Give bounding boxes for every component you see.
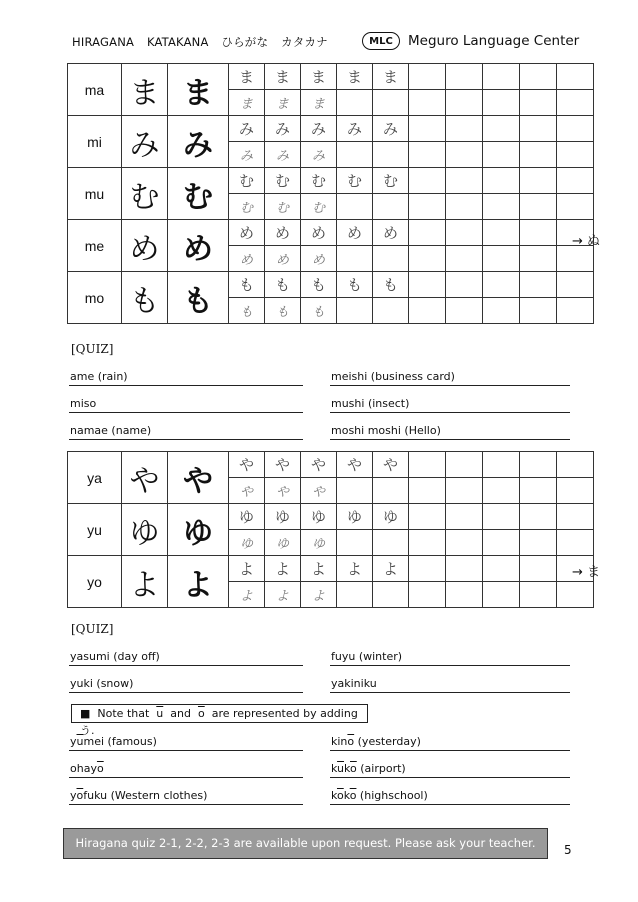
romaji-label: mi — [68, 116, 122, 168]
blank-practice-cell[interactable] — [337, 90, 373, 116]
kana-traced-cell[interactable]: ま — [265, 90, 301, 116]
blank-practice-cell[interactable] — [409, 582, 446, 608]
blank-practice-cell[interactable] — [409, 142, 446, 168]
kana-model: よ — [122, 556, 168, 608]
kana-practice-cell[interactable]: む — [337, 168, 373, 194]
quiz-answer-line[interactable]: moshi moshi (Hello) — [330, 421, 570, 440]
quiz-answer-line[interactable]: mushi (insect) — [330, 394, 570, 413]
kana-traced-cell[interactable]: よ — [229, 582, 265, 608]
note-o: $\overline{o}$ — [197, 707, 205, 720]
blank-practice-cell[interactable] — [483, 90, 520, 116]
blank-practice-cell[interactable] — [520, 582, 557, 608]
blank-practice-cell[interactable] — [337, 246, 373, 272]
blank-practice-cell[interactable] — [337, 194, 373, 220]
blank-practice-cell[interactable] — [557, 246, 594, 272]
kana-practice-cell[interactable]: や — [373, 452, 409, 478]
kana-practice-cell[interactable]: み — [373, 116, 409, 142]
romaji-label: mu — [68, 168, 122, 220]
blank-practice-cell[interactable] — [520, 220, 557, 246]
kana-model-bold: よ — [168, 556, 229, 608]
kana-practice-cell[interactable]: よ — [229, 556, 265, 582]
blank-practice-cell[interactable] — [446, 246, 483, 272]
blank-practice-cell[interactable] — [337, 478, 373, 504]
blank-practice-cell[interactable] — [373, 90, 409, 116]
blank-practice-cell[interactable] — [483, 452, 520, 478]
kana-practice-cell[interactable]: ま — [337, 64, 373, 90]
kana-practice-cell[interactable]: や — [229, 452, 265, 478]
note-and: and — [170, 707, 191, 720]
blank-practice-cell[interactable] — [409, 220, 446, 246]
blank-practice-cell[interactable] — [446, 64, 483, 90]
blank-practice-cell[interactable] — [483, 556, 520, 582]
kana-traced-cell[interactable]: や — [265, 478, 301, 504]
blank-practice-cell[interactable] — [483, 530, 520, 556]
blank-practice-cell[interactable] — [446, 194, 483, 220]
blank-practice-cell[interactable] — [446, 478, 483, 504]
quiz-answer-line[interactable]: yuki (snow) — [69, 674, 303, 693]
blank-practice-cell[interactable] — [520, 194, 557, 220]
blank-practice-cell[interactable] — [483, 478, 520, 504]
kana-practice-cell[interactable]: む — [301, 168, 337, 194]
blank-practice-cell[interactable] — [409, 168, 446, 194]
kana-practice-cell[interactable]: め — [301, 220, 337, 246]
kana-practice-cell[interactable]: め — [265, 220, 301, 246]
blank-practice-cell[interactable] — [337, 142, 373, 168]
blank-practice-cell[interactable] — [446, 556, 483, 582]
long-vowel-note — [71, 704, 368, 737]
kana-traced-cell[interactable]: も — [229, 298, 265, 324]
note-text: Note that — [97, 707, 150, 720]
kana-traced-cell[interactable]: や — [229, 478, 265, 504]
kana-traced-cell[interactable]: み — [229, 142, 265, 168]
blank-practice-cell[interactable] — [409, 272, 446, 298]
kana-practice-grid-y — [67, 451, 594, 608]
blank-practice-cell[interactable] — [520, 168, 557, 194]
blank-practice-cell[interactable] — [337, 298, 373, 324]
blank-practice-cell[interactable] — [483, 142, 520, 168]
blank-practice-cell[interactable] — [446, 298, 483, 324]
blank-practice-cell[interactable] — [520, 142, 557, 168]
blank-practice-cell[interactable] — [483, 194, 520, 220]
blank-practice-cell[interactable] — [483, 272, 520, 298]
blank-practice-cell[interactable] — [373, 582, 409, 608]
blank-practice-cell[interactable] — [446, 116, 483, 142]
kana-model: ゆ — [122, 504, 168, 556]
kana-practice-cell[interactable]: よ — [301, 556, 337, 582]
page-number: 5 — [564, 843, 572, 857]
romaji-label: ya — [68, 452, 122, 504]
romaji-label: mo — [68, 272, 122, 324]
blank-practice-cell[interactable] — [483, 168, 520, 194]
quiz-answer-line[interactable]: miso — [69, 394, 303, 413]
kana-model: や — [122, 452, 168, 504]
blank-practice-cell[interactable] — [409, 64, 446, 90]
kana-practice-cell[interactable]: ゆ — [373, 504, 409, 530]
blank-practice-cell[interactable] — [446, 90, 483, 116]
blank-practice-cell[interactable] — [483, 116, 520, 142]
kana-practice-cell[interactable]: ゆ — [301, 504, 337, 530]
blank-practice-cell[interactable] — [483, 64, 520, 90]
organization-name: Meguro Language Center — [408, 33, 580, 49]
kana-traced-cell[interactable]: め — [229, 246, 265, 272]
blank-practice-cell[interactable] — [446, 452, 483, 478]
kana-practice-cell[interactable]: む — [265, 168, 301, 194]
blank-practice-cell[interactable] — [483, 246, 520, 272]
kana-practice-cell[interactable]: よ — [373, 556, 409, 582]
kana-model: み — [122, 116, 168, 168]
blank-practice-cell[interactable] — [373, 298, 409, 324]
kana-practice-cell[interactable]: ゆ — [265, 504, 301, 530]
kana-traced-cell[interactable]: み — [301, 142, 337, 168]
kana-practice-cell[interactable]: よ — [337, 556, 373, 582]
quiz-answer-line[interactable]: fuyu (winter) — [330, 647, 570, 666]
romaji-label: ma — [68, 64, 122, 116]
kana-model: ま — [122, 64, 168, 116]
blank-practice-cell[interactable] — [446, 220, 483, 246]
quiz-answer-line[interactable]: yasumi (day off) — [69, 647, 303, 666]
kana-practice-cell[interactable]: も — [337, 272, 373, 298]
blank-practice-cell[interactable] — [409, 90, 446, 116]
kana-traced-cell[interactable]: よ — [265, 582, 301, 608]
blank-practice-cell[interactable] — [373, 478, 409, 504]
footer-banner: Hiragana quiz 2-1, 2-2, 2-3 are available upon request. Please ask your teacher. — [63, 828, 548, 859]
quiz-answer-line[interactable]: $kin\overline{o}$ (yesterday) — [330, 732, 570, 751]
kana-model: も — [122, 272, 168, 324]
blank-practice-cell[interactable] — [409, 556, 446, 582]
note-rest: are represented by adding — [211, 707, 358, 720]
kana-practice-cell[interactable]: も — [265, 272, 301, 298]
blank-practice-cell[interactable] — [446, 142, 483, 168]
blank-practice-cell[interactable] — [520, 272, 557, 298]
blank-practice-cell[interactable] — [557, 530, 594, 556]
kana-practice-cell[interactable]: や — [265, 452, 301, 478]
blank-practice-cell[interactable] — [557, 116, 594, 142]
kana-practice-grid-m — [67, 63, 594, 324]
kana-practice-cell[interactable]: ま — [301, 64, 337, 90]
blank-practice-cell[interactable] — [409, 452, 446, 478]
blank-practice-cell[interactable] — [520, 246, 557, 272]
kana-traced-cell[interactable]: む — [265, 194, 301, 220]
blank-practice-cell[interactable] — [373, 142, 409, 168]
blank-practice-cell[interactable] — [337, 530, 373, 556]
kana-traced-cell[interactable]: も — [265, 298, 301, 324]
next-arrow: → ぬ — [572, 234, 601, 249]
quiz-title: [QUIZ] — [71, 622, 114, 636]
blank-practice-cell[interactable] — [557, 168, 594, 194]
kana-model-bold: ま — [168, 64, 229, 116]
blank-practice-cell[interactable] — [557, 504, 594, 530]
mlc-logo: MLC — [362, 32, 400, 50]
kana-practice-cell[interactable]: め — [373, 220, 409, 246]
next-arrow: → ま — [572, 565, 601, 580]
blank-practice-cell[interactable] — [373, 194, 409, 220]
header-word: KATAKANA — [146, 35, 209, 49]
quiz-answer-line[interactable]: meishi (business card) — [330, 367, 570, 386]
kana-practice-cell[interactable]: め — [229, 220, 265, 246]
blank-practice-cell[interactable] — [520, 90, 557, 116]
quiz-answer-line[interactable]: $ohay\overline{o}$ — [69, 759, 303, 778]
quiz-answer-line[interactable]: $k\overline{o}k\overline{o}$ (highschool) — [330, 786, 570, 805]
blank-practice-cell[interactable] — [409, 194, 446, 220]
kana-practice-cell[interactable]: む — [373, 168, 409, 194]
blank-practice-cell[interactable] — [557, 582, 594, 608]
kana-practice-cell[interactable]: み — [337, 116, 373, 142]
blank-practice-cell[interactable] — [520, 298, 557, 324]
kana-practice-cell[interactable]: も — [229, 272, 265, 298]
blank-practice-cell[interactable] — [373, 246, 409, 272]
kana-model-bold: や — [168, 452, 229, 504]
blank-practice-cell[interactable] — [557, 142, 594, 168]
kana-practice-cell[interactable]: み — [265, 116, 301, 142]
quiz-answer-line[interactable]: $k\overline{u}k\overline{o}$ (airport) — [330, 759, 570, 778]
header-title — [72, 34, 337, 50]
kana-model-bold: も — [168, 272, 229, 324]
kana-traced-cell[interactable]: む — [229, 194, 265, 220]
quiz-title: [QUIZ] — [71, 342, 114, 356]
note-bullet: ■ — [80, 707, 91, 720]
blank-practice-cell[interactable] — [520, 530, 557, 556]
kana-model-bold: め — [168, 220, 229, 272]
blank-practice-cell[interactable] — [520, 556, 557, 582]
blank-practice-cell[interactable] — [446, 504, 483, 530]
kana-practice-cell[interactable]: よ — [265, 556, 301, 582]
kana-model-bold: む — [168, 168, 229, 220]
romaji-label: yo — [68, 556, 122, 608]
kana-practice-cell[interactable]: み — [229, 116, 265, 142]
blank-practice-cell[interactable] — [483, 504, 520, 530]
kana-traced-cell[interactable]: ま — [229, 90, 265, 116]
header-word: カタカナ — [281, 35, 328, 49]
kana-practice-cell[interactable]: ゆ — [337, 504, 373, 530]
blank-practice-cell[interactable] — [557, 64, 594, 90]
blank-practice-cell[interactable] — [409, 298, 446, 324]
romaji-label: me — [68, 220, 122, 272]
kana-traced-cell[interactable]: ま — [301, 90, 337, 116]
kana-traced-cell[interactable]: ゆ — [265, 530, 301, 556]
kana-traced-cell[interactable]: め — [265, 246, 301, 272]
blank-practice-cell[interactable] — [557, 90, 594, 116]
kana-traced-cell[interactable]: ゆ — [229, 530, 265, 556]
kana-practice-cell[interactable]: め — [337, 220, 373, 246]
header-word: HIRAGANA — [72, 35, 135, 49]
kana-practice-cell[interactable]: や — [337, 452, 373, 478]
blank-practice-cell[interactable] — [557, 478, 594, 504]
kana-traced-cell[interactable]: や — [301, 478, 337, 504]
blank-practice-cell[interactable] — [446, 530, 483, 556]
kana-traced-cell[interactable]: よ — [301, 582, 337, 608]
blank-practice-cell[interactable] — [557, 452, 594, 478]
kana-practice-cell[interactable]: ゆ — [229, 504, 265, 530]
quiz-answer-line[interactable]: namae (name) — [69, 421, 303, 440]
kana-practice-cell[interactable]: や — [301, 452, 337, 478]
kana-practice-cell[interactable]: も — [373, 272, 409, 298]
note-kana: う. — [80, 724, 95, 737]
blank-practice-cell[interactable] — [520, 504, 557, 530]
kana-practice-cell[interactable]: も — [301, 272, 337, 298]
kana-practice-cell[interactable]: む — [229, 168, 265, 194]
blank-practice-cell[interactable] — [409, 116, 446, 142]
kana-model-bold: ゆ — [168, 504, 229, 556]
blank-practice-cell[interactable] — [520, 478, 557, 504]
blank-practice-cell[interactable] — [373, 530, 409, 556]
blank-practice-cell[interactable] — [446, 168, 483, 194]
quiz-answer-line[interactable]: $y\overline{o}fuku$ (Western clothes) — [69, 786, 303, 805]
kana-practice-cell[interactable]: み — [301, 116, 337, 142]
blank-practice-cell[interactable] — [520, 452, 557, 478]
blank-practice-cell[interactable] — [446, 582, 483, 608]
blank-practice-cell[interactable] — [557, 298, 594, 324]
blank-practice-cell[interactable] — [409, 246, 446, 272]
kana-model: む — [122, 168, 168, 220]
note-u: $\overline{u}$ — [156, 707, 164, 720]
quiz-answer-line[interactable]: $y\overline{u}mei$ (famous) — [69, 732, 303, 751]
blank-practice-cell[interactable] — [483, 220, 520, 246]
blank-practice-cell[interactable] — [520, 116, 557, 142]
quiz-answer-line[interactable]: ame (rain) — [69, 367, 303, 386]
header-word: ひらがな — [221, 35, 269, 49]
kana-traced-cell[interactable]: む — [301, 194, 337, 220]
blank-practice-cell[interactable] — [409, 530, 446, 556]
kana-practice-cell[interactable]: ま — [265, 64, 301, 90]
kana-practice-cell[interactable]: ま — [229, 64, 265, 90]
kana-practice-cell[interactable]: ま — [373, 64, 409, 90]
quiz-answer-line[interactable]: yakiniku — [330, 674, 570, 693]
kana-model-bold: み — [168, 116, 229, 168]
blank-practice-cell[interactable] — [409, 504, 446, 530]
blank-practice-cell[interactable] — [409, 478, 446, 504]
romaji-label: yu — [68, 504, 122, 556]
kana-traced-cell[interactable]: み — [265, 142, 301, 168]
blank-practice-cell[interactable] — [557, 272, 594, 298]
kana-traced-cell[interactable]: も — [301, 298, 337, 324]
kana-traced-cell[interactable]: め — [301, 246, 337, 272]
kana-model: め — [122, 220, 168, 272]
blank-practice-cell[interactable] — [520, 64, 557, 90]
kana-traced-cell[interactable]: ゆ — [301, 530, 337, 556]
blank-practice-cell[interactable] — [446, 272, 483, 298]
blank-practice-cell[interactable] — [337, 582, 373, 608]
blank-practice-cell[interactable] — [557, 194, 594, 220]
blank-practice-cell[interactable] — [483, 298, 520, 324]
blank-practice-cell[interactable] — [483, 582, 520, 608]
